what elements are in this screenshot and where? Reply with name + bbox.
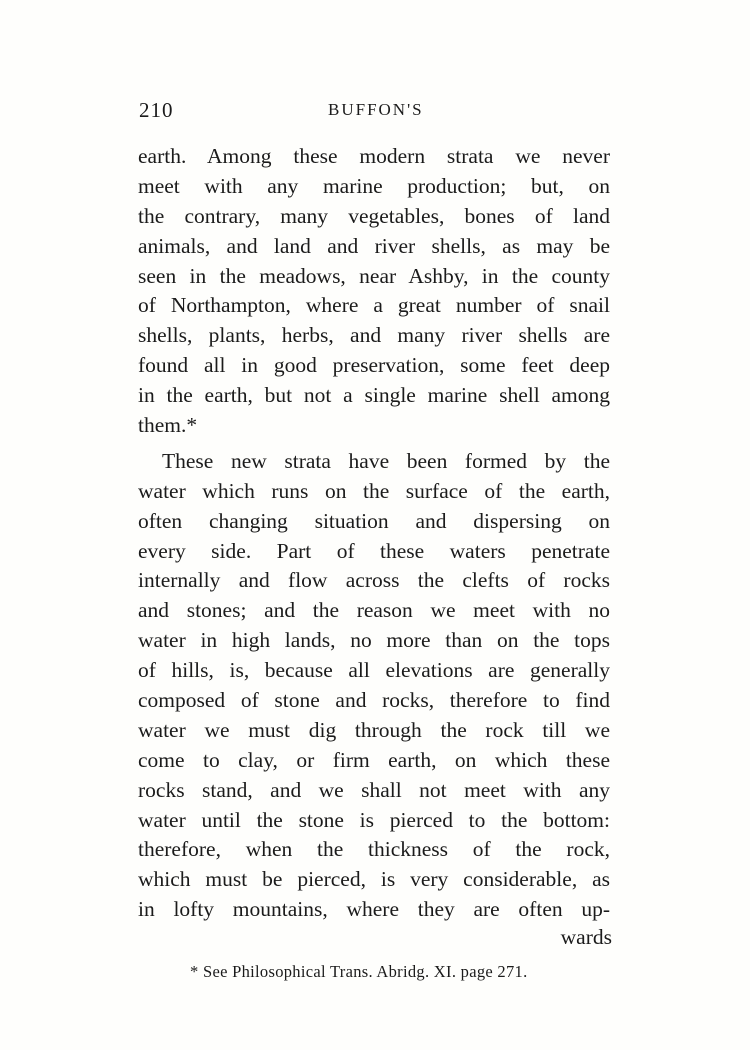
running-head: BUFFON'S [328,100,424,119]
text-line: therefore, when the thickness of the rock, [138,837,610,862]
catchword: wards [560,925,612,949]
text-line: of Northampton, where a great number of snail [138,293,610,318]
text-line: the contrary, many vegetables, bones of land [138,203,610,228]
text-line: composed of stone and rocks, therefore to find [138,688,610,713]
text-line: water in high lands, no more than on the tops [138,628,610,653]
text-line: water until the stone is pierced to the bottom: [138,807,610,832]
text-line: of hills, is, because all elevations are generally [138,658,610,683]
text-line: These new strata have been formed by the [162,448,610,473]
text-line: in lofty mountains, where they are often up- [138,897,610,922]
footnote: * See Philosophical Trans. Abridg. XI. page 271. [190,962,528,981]
text-line: water which runs on the surface of the earth, [138,478,610,503]
text-line: rocks stand, and we shall not meet with any [138,777,610,802]
text-line: meet with any marine production; but, on [138,173,610,198]
text-line: come to clay, or firm earth, on which these [138,747,610,772]
text-line: animals, and land and river shells, as may be [138,233,610,258]
body-text [138,142,610,925]
text-line: in the earth, but not a single marine shell among [138,383,610,408]
text-line: found all in good preservation, some feet deep [138,353,610,378]
page-number: 210 [139,98,174,122]
text-line: earth. Among these modern strata we never [138,144,610,168]
text-line: and stones; and the reason we meet with no [138,598,610,623]
text-line: every side. Part of these waters penetrate [138,538,610,563]
text-line: often changing situation and dispersing on [138,508,610,533]
text-line: water we must dig through the rock till we [138,717,610,742]
text-line: shells, plants, herbs, and many river shells are [138,323,610,348]
text-line: seen in the meadows, near Ashby, in the county [138,263,610,288]
text-line: them.* [138,413,198,438]
text-line: internally and flow across the clefts of rocks [138,568,610,593]
text-line: which must be pierced, is very considerable, as [138,867,610,892]
page-header [135,98,615,128]
paragraph-2 [138,447,610,925]
paragraph-1 [138,142,610,441]
